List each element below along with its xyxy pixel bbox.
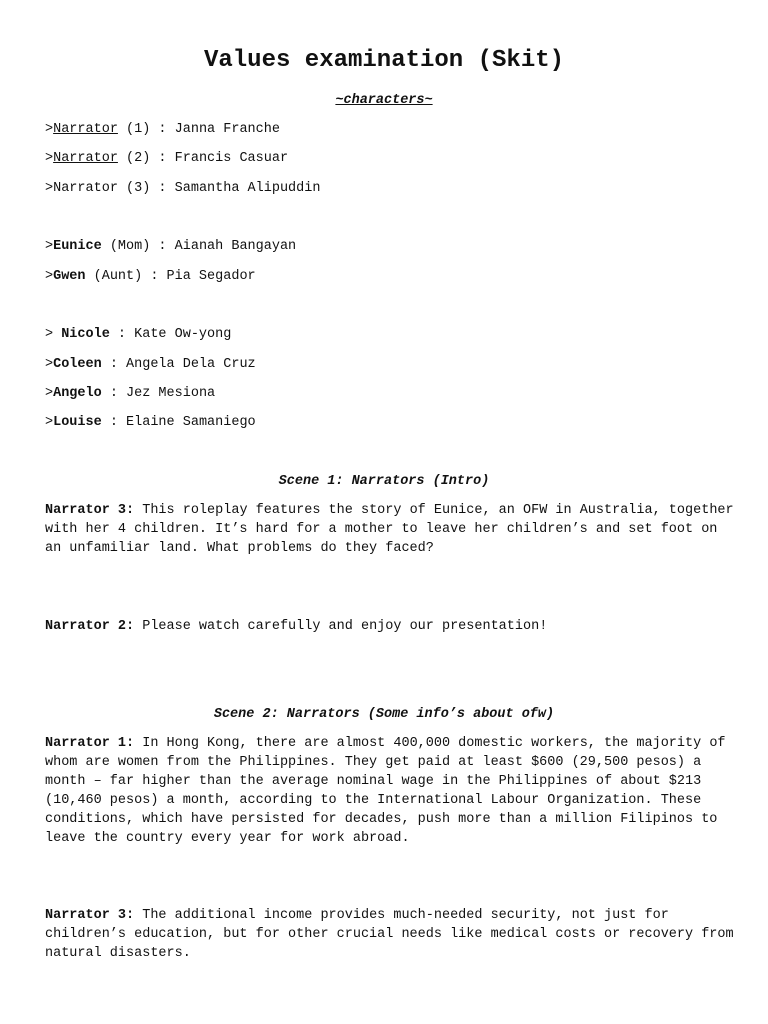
scene-1-heading: Scene 1: Narrators (Intro) xyxy=(278,474,490,489)
cast-prefix: > xyxy=(45,269,54,284)
scene-2-line-narrator-3 xyxy=(45,906,735,963)
cast-separator: : xyxy=(109,327,135,342)
cast-actor: Francis Casuar xyxy=(174,151,289,166)
cast-role: Coleen xyxy=(53,357,102,372)
dialogue-text: In Hong Kong, there are almost 400,000 domestic workers, the majority of whom are women from the Philippines. They get paid at least $600 (29,500 pesos) a month – far higher than the average nominal wage in the Philippines of about $213 (10,460 pesos) a month, according to the International Labour Organization. These conditions, which have persisted for decades, push more than a million Filipinos to leave the country every year for work abroad. xyxy=(45,736,726,846)
cast-separator: : xyxy=(101,386,127,401)
cast-prefix: > xyxy=(45,239,54,254)
cast-separator: : xyxy=(101,415,127,430)
speaker-label: Narrator 1: xyxy=(45,736,135,751)
dialogue-text: Please watch carefully and enjoy our presentation! xyxy=(134,619,548,634)
cast-actor: Elaine Samaniego xyxy=(126,415,256,430)
scene-1-line-narrator-2 xyxy=(45,617,735,636)
cast-prefix: > xyxy=(45,357,54,372)
cast-item-narrator-2 xyxy=(45,149,745,168)
cast-role: Narrator xyxy=(53,122,118,137)
cast-item-narrator-1 xyxy=(45,120,745,139)
cast-number: (1) : xyxy=(117,122,175,137)
cast-role: Louise xyxy=(53,415,102,430)
speaker-label: Narrator 3: xyxy=(45,908,135,923)
dialogue-text: This roleplay features the story of Eunice, an OFW in Australia, together with her 4 children. It’s hard for a mother to leave her children’s and set foot on an unfamiliar land. What problems do they faced? xyxy=(45,503,734,556)
speaker-label: Narrator 2: xyxy=(45,619,135,634)
cast-prefix: > xyxy=(45,327,62,342)
cast-actor: Samantha Alipuddin xyxy=(174,181,321,196)
cast-actor: Kate Ow-yong xyxy=(134,327,232,342)
dialogue-text: The additional income provides much-needed security, not just for children’s education, but for other crucial needs like medical costs or recovery from natural disasters. xyxy=(45,908,734,961)
speaker-label: Narrator 3: xyxy=(45,503,135,518)
cast-prefix: > xyxy=(45,386,54,401)
cast-role: Eunice xyxy=(53,239,102,254)
cast-item-louise xyxy=(45,413,745,432)
cast-item-narrator-3 xyxy=(45,179,745,198)
cast-item-eunice xyxy=(45,237,745,256)
cast-prefix: > xyxy=(45,122,54,137)
cast-prefix: > xyxy=(45,151,54,166)
scene-2-line-narrator-1 xyxy=(45,734,735,848)
characters-heading: ~characters~ xyxy=(335,93,433,108)
cast-item-nicole xyxy=(45,325,745,344)
cast-prefix: > xyxy=(45,415,54,430)
cast-item-angelo xyxy=(45,384,745,403)
cast-role: Gwen xyxy=(53,269,86,284)
cast-actor: Jez Mesiona xyxy=(126,386,216,401)
cast-actor: Pia Segador xyxy=(166,269,256,284)
cast-item-gwen xyxy=(45,267,745,286)
scene-1-line-narrator-3 xyxy=(45,501,735,558)
cast-description: (Mom) : xyxy=(101,239,175,254)
cast-role: Narrator xyxy=(53,151,118,166)
cast-number: (2) : xyxy=(117,151,175,166)
cast-separator: : xyxy=(101,357,127,372)
cast-actor: Janna Franche xyxy=(174,122,280,137)
cast-role: Angelo xyxy=(53,386,102,401)
cast-prefix: > xyxy=(45,181,54,196)
scene-2-heading: Scene 2: Narrators (Some info’s about ofw) xyxy=(213,707,555,722)
cast-role: Narrator xyxy=(53,181,118,196)
cast-description: (Aunt) : xyxy=(85,269,167,284)
document-title: Values examination (Skit) xyxy=(203,47,565,74)
cast-role: Nicole xyxy=(61,327,110,342)
cast-actor: Angela Dela Cruz xyxy=(126,357,256,372)
cast-actor: Aianah Bangayan xyxy=(174,239,297,254)
cast-item-coleen xyxy=(45,355,745,374)
cast-number: (3) : xyxy=(117,181,175,196)
